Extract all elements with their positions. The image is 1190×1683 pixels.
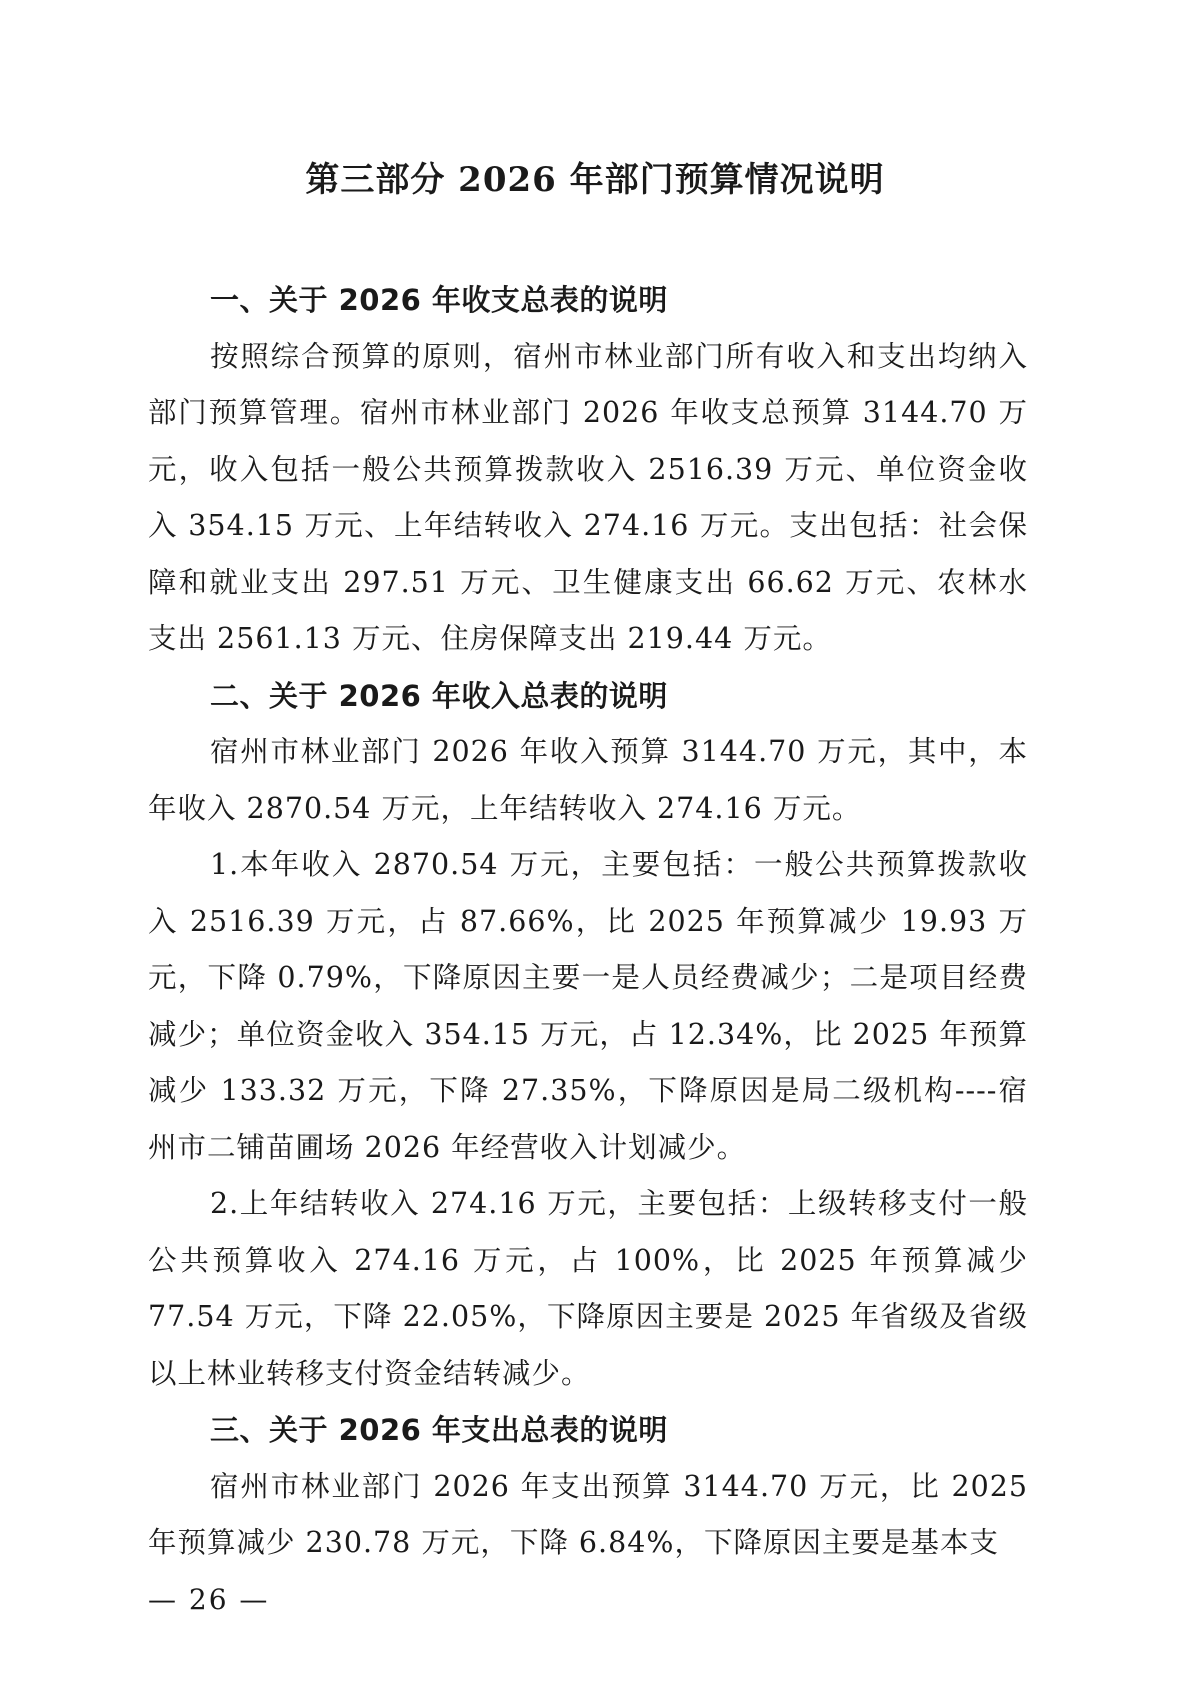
paragraph: 宿州市林业部门 2026 年收入预算 3144.70 万元，其中，本年收入 2870.54 万元，上年结转收入 274.16 万元。 <box>148 735 1028 825</box>
section-3 <box>148 1402 1028 1572</box>
section-heading: 三、关于 2026 年支出总表的说明 <box>210 1413 668 1447</box>
section-heading: 一、关于 2026 年收支总表的说明 <box>210 283 668 317</box>
paragraph: 1.本年收入 2870.54 万元，主要包括：一般公共预算拨款收入 2516.39 万元，占 87.66%，比 2025 年预算减少 19.93 万元，下降 0.79%，下降原因主要一是人员经费减少；二是项目经费减少；单位资金收入 354.15 万元，占 12.34%，比 2025 年预算减少 133.32 万元，下降 27.35%，下降原因是局二级机构----宿州市二铺苗圃场 2026 年经营收入计划减少。 <box>148 848 1028 1164</box>
section-1 <box>148 272 1028 668</box>
section-2 <box>148 668 1028 1403</box>
document-body <box>148 272 1028 1572</box>
paragraph: 宿州市林业部门 2026 年支出预算 3144.70 万元，比 2025 年预算减少 230.78 万元，下降 6.84%，下降原因主要是基本支 <box>148 1469 1028 1559</box>
page-number: — 26 — <box>148 1583 270 1616</box>
paragraph: 2.上年结转收入 274.16 万元，主要包括：上级转移支付一般公共预算收入 274.16 万元，占 100%，比 2025 年预算减少 77.54 万元，下降 22.05%，下降原因主要是 2025 年省级及省级以上林业转移支付资金结转减少。 <box>148 1187 1028 1390</box>
section-heading: 二、关于 2026 年收入总表的说明 <box>210 678 668 713</box>
paragraph: 按照综合预算的原则，宿州市林业部门所有收入和支出均纳入部门预算管理。宿州市林业部门 2026 年收支总预算 3144.70 万元，收入包括一般公共预算拨款收入 2516.39 万元、单位资金收入 354.15 万元、上年结转收入 274.16 万元。支出包括：社会保障和就业支出 297.51 万元、卫生健康支出 66.62 万元、农林水支出 2561.13 万元、住房保障支出 219.44 万元。 <box>148 339 1028 655</box>
page-title: 第三部分 2026 年部门预算情况说明 <box>305 160 885 200</box>
